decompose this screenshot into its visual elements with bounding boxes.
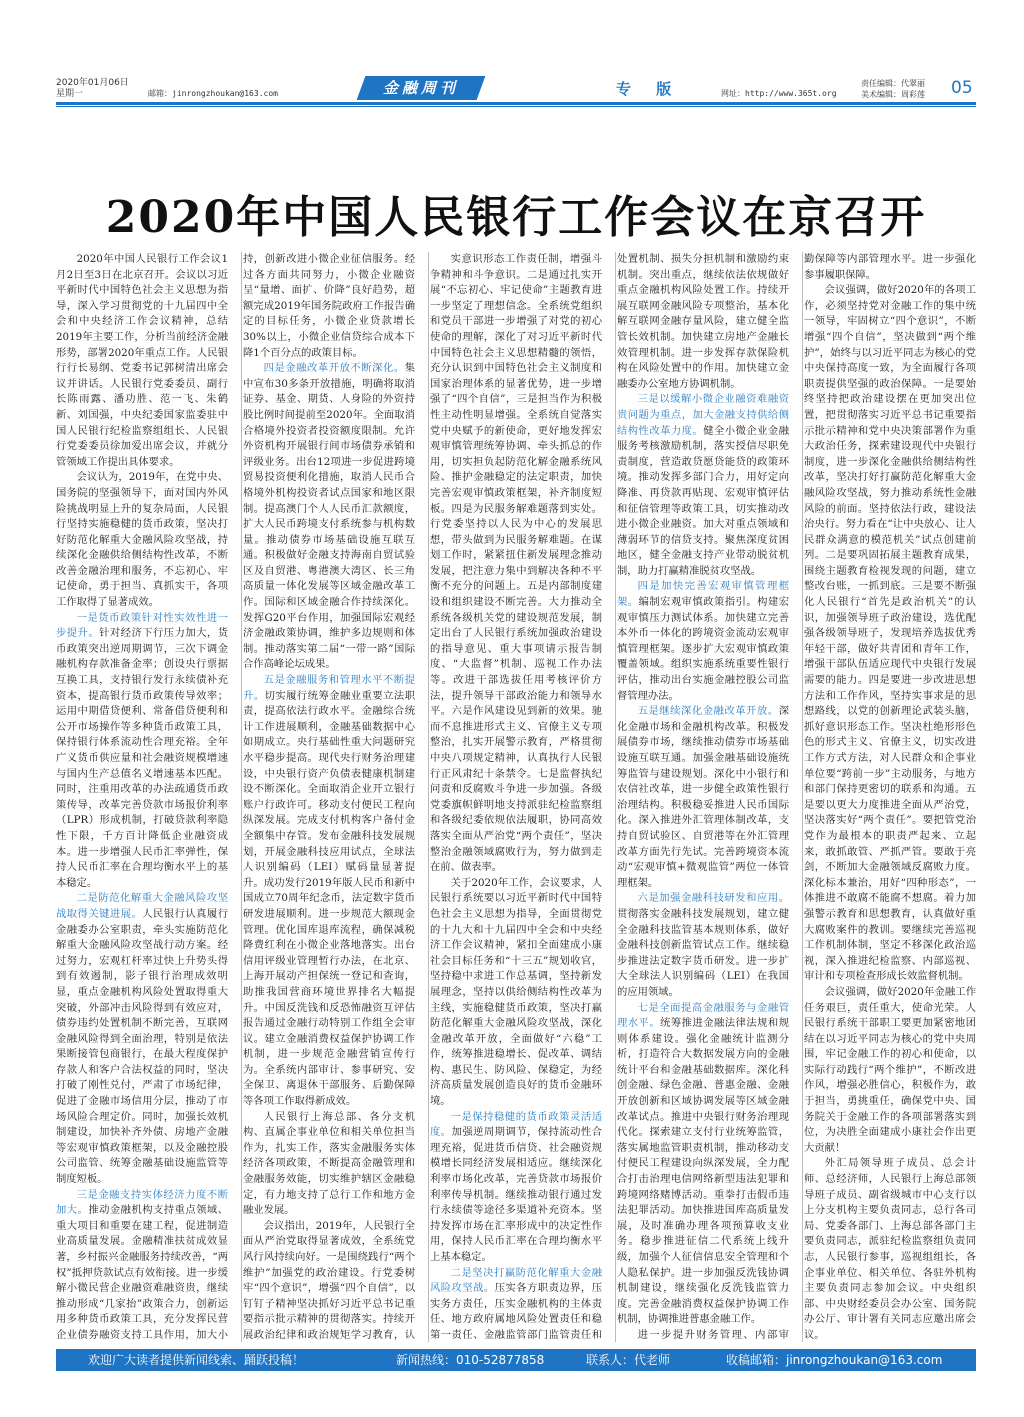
paragraph-text: 切实履行统筹金融业重要立法职责，提高依法行政水平。金融综合统计工作进展顺利，金融基础数据中心如期成立。央行基础性重大问题研究水平稳步提高。现代央行财务治理建设，中央银行资产负债表健康机制建设不断深化。全面取消企业开立银行账户行政许可。移动支付便民工程向纵深发展。完成支付机构客户备付金全额集中存管。发布金融科技发展规划，开展金融科技应用试点，全球法人识别编码（LEI）赋码量显著提升。成功发行2019年版人民币和新中国成立70周年纪念币，法定数字货币研发进展顺利。进一步规范大额现金管理。优化国库退库流程，确保减税降费红利在小微企业落地落实。出台信用评级业管理暂行办法，在北京、上海开展动产担保统一登记和查询，助推我国营商环境世界排名大幅提升。中国反洗钱和反恐怖融资互评估报告通过金融行动特别工作组全会审议。建立金融消费权益保护协调工作机制，进一步规范金融营销宣传行为。全系统内部审计、参事研究、安全保卫、离退休干部服务、后勤保障等各项工作取得新成效。: [243, 689, 415, 1108]
issue-date: 2020年01月06日 星期一: [56, 78, 129, 99]
paragraph-text: 推动金融机构支持重点领域、重大项目和重要在建工程，促进制造业高质量发展。金融精准扶贫成效显著，乡村振兴金融服务持续改善，“两权”抵押贷款试点有效衔接。进一步缓解小微民营企业融资难融资贵，继续推动形成“几家抬”政策合力，创新运用多种货币政策工具，充分发挥民营企业债券融资支持工具作用，加大小: [56, 1204, 228, 1341]
paragraph-text: 深化金融市场和金融机构改革。积极发展债券市场，继续推动债券市场基础设施互联互通。加强金融基础设施统筹监管与建设规划。深化中小银行和农信社改革，进一步健全政策性银行治理结构。积极稳妥推进人民币国际化。深入推进外汇管理体制改革，支持自贸试验区、自贸港等在外汇管理改革方面先行先试。完善跨境资本流动“宏观审慎+微观监管”两位一体管理框架。: [617, 705, 789, 889]
article-headline: 2020年中国人民银行工作会议在京召开: [105, 192, 927, 244]
article-paragraph: [804, 985, 976, 1157]
footer-email: 收稿邮箱：jinrongzhoukan@163.com: [726, 1353, 943, 1367]
paragraph-text: 人民银行上海总部、各分支机构、直属企事业单位和相关单位担当作为，扎实工作，落实金融服务实体经济各项政策，不断提高金融管理和金融服务效能，切实维护辖区金融稳定，有力地支持了总行工作和地方金融业发展。: [243, 1110, 415, 1217]
article-paragraph: [617, 252, 789, 392]
article-paragraph: [430, 1266, 602, 1342]
article-paragraph: [56, 611, 228, 892]
paragraph-text: 勤保障等内部管理水平。进一步强化参事履职保障。: [804, 253, 976, 281]
section-subheading: 四是金融改革开放不断深化。: [263, 362, 405, 375]
article-paragraph: [430, 252, 602, 876]
article-paragraph: [243, 361, 415, 673]
article-paragraph: [430, 1110, 602, 1266]
column-divider: [428, 252, 429, 1342]
article-paragraph: [56, 470, 228, 610]
paragraph-text: 会议认为，2019年，在党中央、国务院的坚强领导下，面对国内外风险挑战明显上升的复杂局面，人民银行坚持实施稳健的货币政策，坚决打好防范化解重大金融风险攻坚战，持续深化金融供给侧结构性改革，不断改善金融治理和服务，不忘初心、牢记使命，勇于担当、真抓实干，各项工作取得了显著成效。: [56, 471, 228, 609]
section-subheading: 五是继续深化金融改革开放。: [637, 705, 779, 718]
paragraph-text: 贯彻落实金融科技发展规划，建立健全金融科技监管基本规则体系，做好金融科技创新监管试点工作。继续稳步推进法定数字货币研发。进一步扩大全球法人识别编码（LEI）在我国的应用领域。: [617, 907, 789, 998]
article-paragraph: [243, 673, 415, 1110]
paragraph-text: 编制宏观审慎政策指引。构建宏观审慎压力测试体系。加快建立完善本外币一体化的跨境资金流动宏观审慎管理框架。逐步扩大宏观审慎政策覆盖领域。组织实施系统重要性银行评估，推动出台实施金融控股公司监督管理办法。: [617, 596, 789, 702]
article-column: [430, 252, 602, 1342]
article-paragraph: [617, 704, 789, 891]
page-number: 05: [951, 78, 973, 98]
masthead-website: 网址：http://www.365t.org: [721, 89, 837, 98]
newspaper-logo: 金融周刊: [357, 76, 486, 100]
paragraph-text: 会议强调，做好2020年的各项工作，必须坚持党对金融工作的集中统一领导，牢固树立“四个意识”，不断增强“四个自信”，坚决做到“两个维护”，始终与以习近平同志为核心的党中央保持高度一致，为全面履行各项职责提供坚强的政治保障。一是要始终坚持把政治建设摆在更加突出位置，把贯彻落实习近平总书记重要指示批示精神和党中央决策部署作为重大政治任务，探索建设现代中央银行制度，进一步深化金融供给侧结构性改革，坚决打好打赢防范化解重大金融风险攻坚战，努力推动系统性金融风险的前面。坚持依法行政，建设法治央行。努力看在“让中央放心、让人民群众满意的模范机关”试点创建前列。二是要巩固拓展主题教育成果，围绕主题教育检视发现的问题，建立整改台账，一抓到底。三是要不断强化人民银行“首先是政治机关”的认识，加强领导班子政治建设，选优配强各级领导班子，发现培养选拔优秀年轻干部，做好共青团和青年工作，增强干部队伍适应现代中央银行发展需要的能力。四是要进一步改进思想方法和工作作风，坚持实事求是的思想路线，以党的创新理论武装头脑，抓好意识形态工作。坚决杜绝形形色色的形式主义、官僚主义，切实改进工作方式方法，对人民群众和企事业单位要“跨前一步”主动服务，与地方和部门保持更密切的联系和沟通。五是要以更大力度推进全面从严治党，坚决落实好“两个责任”。要把管党治党作为最根本的职责严起来、立起来，敢抓敢管、严抓严管。要敢于亮剑，不断加大金融领域反腐败力度。深化标本兼治，用好“四种形态”，一体推进不敢腐不能腐不想腐。着力加强警示教育和思想教育，认真做好重大腐败案件的教训。要继续完善巡视工作机制体制，坚定不移深化政治巡视，深入推进纪检监察、内部巡视、审计和专项检查形成长效监督机制。: [804, 284, 976, 983]
column-divider: [615, 252, 616, 1342]
article-column: [243, 252, 415, 1342]
masthead-rule: [56, 102, 976, 105]
editor-credits: 责任编辑：代翠丽 美术编辑：周彩莲: [861, 79, 925, 99]
masthead-rule-thin: [56, 106, 976, 107]
article-paragraph: [243, 1110, 415, 1219]
section-subheading: 一是保持稳健的货币政策灵活适度。: [430, 1110, 602, 1139]
column-divider: [241, 252, 242, 1342]
paragraph-text: 会议强调，做好2020年金融工作任务艰巨，责任重大，使命光荣。人民银行系统干部职工要更加紧密地团结在以习近平同志为核心的党中央周围，牢记金融工作的初心和使命，以实际行动践行“两个维护”，不断改进作风，增强必胜信心，积极作为，敢于担当，勇挑重任，确保党中央、国务院关于金融工作的各项部署落实到位，为决胜全面建成小康社会作出更大贡献！: [804, 985, 976, 1154]
article-paragraph: [56, 891, 228, 1187]
article-paragraph: [430, 876, 602, 1110]
article-paragraph: [617, 392, 789, 579]
section-subheading: 七是全面提高金融服务与金融管理水平。: [617, 1001, 789, 1030]
paragraph-text: 外汇局领导班子成员、总会计师、总经济师，人民银行上海总部领导班子成员、副省级城市中心支行以上分支机构主要负责同志，总行各司局、党委各部门、上海总部各部门主要负责同志，派驻纪检监察组负责同志，人民银行参事，巡视组组长，各企事业单位、相关单位、各驻外机构主要负责同志参加会议。中央组织部、中央财经委员会办公室、国务院办公厅、审计署有关同志应邀出席会议。: [804, 1157, 976, 1341]
article-paragraph: [617, 579, 789, 704]
paragraph-text: 加强逆周期调节，保持流动性合理充裕，促进货币信贷、社会融资规模增长同经济发展相适应。继续深化利率市场化改革，完善贷款市场报价利率传导机制。继续推动银行通过发行永续债等途径多渠道补充资本。坚持发挥市场在汇率形成中的决定性作用，保持人民币汇率在合理均衡水平上基本稳定。: [430, 1126, 602, 1263]
footer-welcome: 欢迎广大读者提供新闻线索、踊跃投稿！: [88, 1353, 305, 1367]
paragraph-text: 持，创新改进小微企业征信服务。经过各方面共同努力，小微企业融资呈“量增、面扩、价降”良好趋势，超额完成2019年国务院政府工作报告确定的目标任务，小微企业贷款增长30%以上，小微企业信贷综合成本下降1个百分点的政策目标。: [243, 253, 415, 359]
article-paragraph: [617, 1328, 789, 1342]
footer-banner: [56, 1349, 976, 1371]
paragraph-text: 2020年中国人民银行工作会议1月2日至3日在北京召开。会议以习近平新时代中国特色社会主义思想为指导，深入学习贯彻党的十九届四中全会和中央经济工作会议精神，总结2019年主要工作，分析当前经济金融形势，部署2020年重点工作。人民银行行长易纲、党委书记郭树清出席会议并讲话。人民银行党委委员、副行长陈雨露、潘功胜、范一飞、朱鹤新、刘国强，中央纪委国家监委驻中国人民银行纪检监察组组长、人民银行党委委员徐加爱出席会议，并就分管领域工作提出具体要求。: [56, 253, 228, 468]
section-subheading: 六是加强金融科技研发和应用。: [637, 892, 789, 905]
section-subheading: 一是货币政策针对性实效性进一步提升。: [56, 611, 228, 640]
section-subheading: 三是金融支持实体经济力度不断加大。: [56, 1188, 228, 1217]
section-subheading: 四是加快完善宏观审慎管理框架。: [617, 580, 789, 609]
masthead: [56, 76, 976, 102]
paragraph-text: 针对经济下行压力加大，货币政策突出逆周期调节，三次下调金融机构存款准备金率；创设央行票据互换工具，支持银行发行永续债补充资本，提高银行货币政策传导效率；运用中期借贷便利、常备借贷便利和公开市场操作等多种货币政策工具，保持银行体系流动性合理充裕。全年广义货币供应量和社会融资规模增速与国内生产总值名义增速基本匹配。同时，注重用改革的办法疏通货币政策传导，改革完善贷款市场报价利率（LPR）形成机制，打破贷款利率隐性下限，千方百计降低企业融资成本。进一步增强人民币汇率弹性，保持人民币汇率在合理均衡水平上的基本稳定。: [56, 627, 228, 889]
article-paragraph: [804, 1156, 976, 1342]
article-body: [56, 252, 976, 1342]
article-paragraph: [243, 252, 415, 361]
paragraph-text: 集中宣布30多条开放措施，明确将取消证券、基金、期货、人身险的外资持股比例时间提前至2020年。全面取消合格境外投资者投资额度限制。允许外资机构开展银行间市场债券承销和评级业务。出台12项进一步促进跨境贸易投资便利化措施，取消人民币合格境外机构投资者试点国家和地区限制。提高澳门个人人民币汇款额度，扩大人民币跨境支付系统参与机构数量。推动债券市场基础设施互联互通。积极做好金融支持海南自贸试验区及自贸港、粤港澳大湾区、长三角高质量一体化发展等区域金融改革工作。国际和区域金融合作持续深化。发挥G20平台作用，加强国际宏观经济金融政策协调，维护多边规则和体制。推动落实第二届“一带一路”国际合作高峰论坛成果。: [243, 362, 415, 671]
paragraph-text: 人民银行认真履行金融委办公室职责，牵头实施防范化解重大金融风险攻坚战行动方案。经过努力，宏观杠杆率过快上升势头得到有效遏制，影子银行治理成效明显，重点金融机构风险处置取得重大突破，外部冲击风险得到有效应对，债券违约处置机制不断完善，互联网金融风险得到全面治理，特别是依法果断接管包商银行，在最大程度保护存款人和客户合法权益的同时，坚决打破了刚性兑付，严肃了市场纪律，促进了金融市场信用分层，推动了市场风险合理定价。同时，加强长效机制建设，加快补齐外债、房地产金融等宏观审慎政策框架，以及金融控股公司监管、统筹金融基础设施监管等制度短板。: [56, 907, 228, 1186]
article-paragraph: [617, 891, 789, 1000]
paragraph-text: 关于2020年工作，会议要求，人民银行系统要以习近平新时代中国特色社会主义思想为指导，全面贯彻党的十九大和十九届四中全会和中央经济工作会议精神，紧扣全面建成小康社会目标任务和“十三五”规划收官，坚持稳中求进工作总基调，坚持新发展理念，坚持以供给侧结构性改革为主线，实施稳健货币政策，坚决打赢防范化解重大金融风险攻坚战，深化金融改革开放，全面做好“六稳”工作，统筹推进稳增长、促改革、调结构、惠民生、防风险、保稳定，为经济高质量发展创造良好的货币金融环境。: [430, 876, 602, 1108]
article-column: [804, 252, 976, 1342]
section-subheading: 五是金融服务和管理水平不断提升。: [243, 674, 415, 702]
paragraph-text: 健全小微企业金融服务考核激励机制，落实授信尽职免责制度，营造敢贷愿贷能贷的政策环境。推动发挥多部门合力，用好定向降准、再贷款再贴现、宏观审慎评估和征信管理等政策工具，切实推动改进小微企业融资。加大对重点领域和薄弱环节的信贷支持。聚焦深度贫困地区，健全金融支持产业带动脱贫机制，助力打赢精准脱贫攻坚战。: [617, 424, 789, 577]
article-paragraph: [56, 1188, 228, 1342]
paragraph-text: 统筹推进金融法律法规和规则体系建设。强化金融统计监测分析，打造符合大数据发展方向的金融统计平台和金融基础数据库。深化科创金融、绿色金融、普惠金融、金融开放创新和区域协调发展等区域金融改革试点。推进中央银行财务治理现代化。探索建立支付行业统筹监管，落实属地监管职责机制，推动移动支付便民工程建设向纵深发展，全力配合打击治理电信网络新型违法犯罪和跨境网络赌博活动。重拳打击假币违法犯罪活动。加快推进国库高质量发展，及时准确办理各项预算收支业务。稳步推进征信二代系统上线升级，加强个人征信信息安全管理和个人隐私保护。进一步加强反洗钱协调机制建设，继续强化反洗钱监管力度。完善金融消费权益保护协调工作机制，协调推进普惠金融工作。: [617, 1017, 789, 1326]
paragraph-text: 实意识形态工作责任制，增强斗争精神和斗争意识。二是通过扎实开展“不忘初心、牢记使命”主题教育进一步坚定了理想信念。全系统党组织和党员干部进一步增强了对党的初心使命的理解，深化了对习近平新时代中国特色社会主义思想精髓的领悟，充分认识到中国特色社会主义制度和国家治理体系的显著优势，进一步增强了“四个自信”，三是担当作为积极性主动性明显增强。全系统自觉落实党中央赋予的新使命，更好地发挥宏观审慎管理统筹协调、牵头抓总的作用，切实担负起防范化解金融系统风险、推护金融稳定的法定职责，加快完善宏观审慎政策框架，补齐制度短板。四是为民服务解难题落到实处。行党委坚持以人民为中心的发展思想，带头做到为民服务解难题。在谋划工作时，紧紧扭住新发展理念推动发展，把注意力集中到解决各种不平衡不充分的问题上。五是内部制度建设和组织建设不断完善。大力推动全系统各级机关党的建设规范发展，制定出台了人民银行系统加强政治建设的指导意见、重大事项请示报告制度、“大监督”机制、巡视工作办法等。改进干部选拔任用考核评价方法，提升领导干部政治能力和领导水平。六是作风建设见到新的效果。驰而不息推进形式主义、官僚主义专项整治，扎实开展警示教育，严格贯彻中央八项规定精神，认真执行人民银行正风肃纪十条禁令。七是监督执纪问责和反腐败斗争进一步加强。各级党委旗帜鲜明地支持派驻纪检监察组和各级纪委依规依法履职，协同高效落实全面从严治党“两个责任”，坚决整治金融领域腐败行为，努力做到走在前、做表率。: [430, 253, 602, 874]
masthead-email: 邮箱：jinrongzhoukan@163.com: [148, 89, 278, 98]
paragraph-text: 会议指出，2019年，人民银行全面从严治党取得显著成效，全系统党风行风持续向好。一是围绕践行“两个维护”加强党的政治建设。行党委树牢“四个意识”，增强“四个自信”，以钉钉子精神坚决抓好习近平总书记重要指示批示精神的贯彻落实。持续开展政治纪律和政治规矩学习教育，认: [243, 1219, 415, 1341]
section-subheading: 二是坚决打赢防范化解重大金融风险攻坚战。: [430, 1266, 602, 1295]
column-divider: [802, 252, 803, 1342]
article-paragraph: [243, 1219, 415, 1342]
article-paragraph: [56, 252, 228, 470]
paragraph-text: 处置机制、损失分担机制和激励约束机制。突出重点，继续依法依规做好重点金融机构风险处置工作。持续开展互联网金融风险专项整治，基本化解互联网金融存量风险，建立健全监管长效机制。加快建立房地产金融长效管理机制。进一步发挥存款保险机构在风险处置中的作用。加快建立金融委办公室地方协调机制。: [617, 253, 789, 390]
paragraph-text: 压实各方职责边界，压实务方责任，压实金融机构的主体责任、地方政府属地风险处置责任和稳第一责任、金融监管部门监管责任和: [430, 1282, 602, 1341]
section-subheading: 二是防范化解重大金融风险攻坚战取得关键进展。: [56, 892, 228, 920]
footer-contact: 联系人：代老师: [586, 1353, 671, 1367]
article-column: [56, 252, 228, 1342]
section-subheading: 三是以缓解小微企业融资难融资贵问题为重点，加大金融支持供给侧结构性改革力度。: [617, 393, 789, 437]
article-column: [617, 252, 789, 1342]
footer-hotline: 新闻热线：010-52877858: [396, 1353, 545, 1367]
article-paragraph: [804, 283, 976, 985]
article-paragraph: [804, 252, 976, 283]
section-name: 专 版: [616, 80, 682, 98]
paragraph-text: 进一步提升财务管理、内部审: [637, 1328, 789, 1341]
article-paragraph: [617, 1001, 789, 1328]
